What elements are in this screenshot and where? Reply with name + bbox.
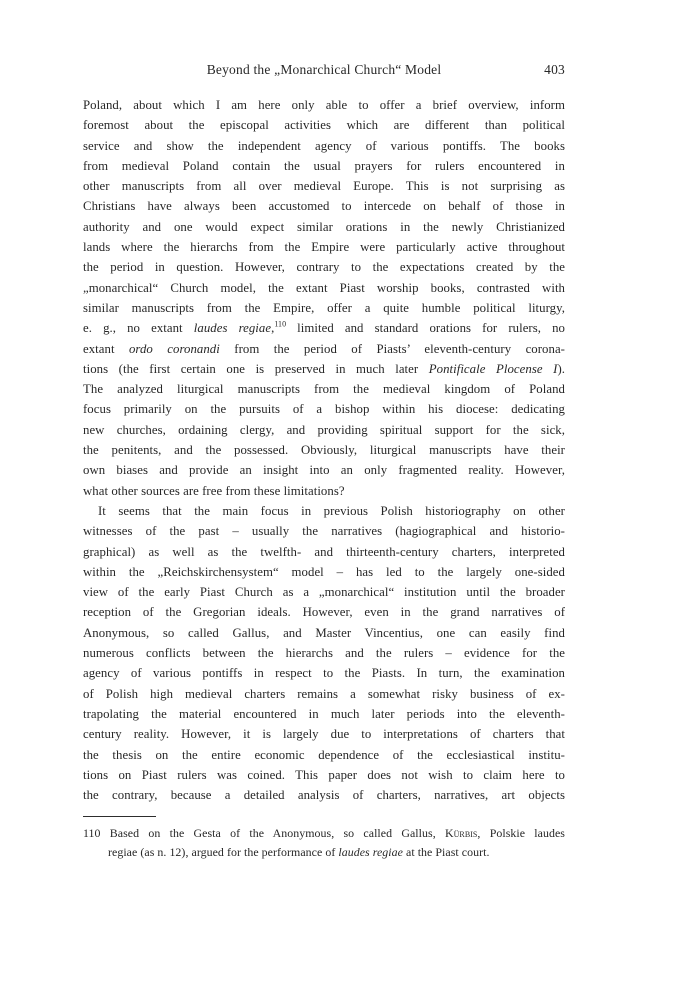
text-line: Christians have always been accustomed to intercede on behalf of those in xyxy=(83,199,565,214)
text-line: Anonymous, so called Gallus, and Master Vincentius, one can easily find xyxy=(83,625,565,640)
text-segment: 110 Based on the Gesta of the Anonymous, so called Gallus, xyxy=(83,826,445,840)
paragraph-1 xyxy=(83,95,565,501)
chapter-title: Beyond the „Monarchical Church“ Model xyxy=(206,62,442,77)
footnote-line xyxy=(83,843,565,862)
footnote-rule xyxy=(83,816,156,817)
text-line: witnesses of the past – usually the narratives (hagiographical and historio- xyxy=(83,524,565,539)
text-line: graphical) as well as the twelfth- and thirteenth-century charters, interpreted xyxy=(83,544,565,559)
text-line: century reality. However, it is largely due to interpretations of charters that xyxy=(83,727,565,742)
running-header xyxy=(83,61,565,79)
text-line: the period in question. However, contrary to the expectations created by the xyxy=(83,260,565,275)
text-line: of Polish high medieval charters remains a somewhat risky business of ex- xyxy=(83,686,565,701)
text-line: „monarchical“ Church model, the extant Piast worship books, contrasted with xyxy=(83,280,565,295)
text-line: within the „Reichskirchensystem“ model – has led to the largely one-sided xyxy=(83,564,565,579)
italic-text: laudes regiae xyxy=(338,845,403,859)
italic-text: ordo coronandi xyxy=(128,341,220,356)
text-line: view of the early Piast Church as a „monarchical“ institution until the broader xyxy=(83,585,565,600)
footnote-line xyxy=(83,824,565,843)
text-line: foremost about the episcopal activities which are different than political xyxy=(83,118,565,133)
text-line: The analyzed liturgical manuscripts from the medieval kingdom of Poland xyxy=(83,382,565,397)
text-line: the contrary, because a detailed analysis of charters, narratives, art objects xyxy=(83,788,565,803)
text-segment: at the Piast court. xyxy=(402,845,490,859)
text-line: agency of various pontiffs in respect to the Piasts. In turn, the examination xyxy=(83,666,565,681)
text-line: the thesis on the entire economic dependence of the ecclesiastical institu- xyxy=(83,747,565,762)
text-segment: regiae (as n. 12), argued for the performance of xyxy=(108,845,339,859)
text-segment: limited and standard orations for rulers, no xyxy=(286,321,565,336)
text-line: lands where the hierarchs from the Empire were particularly active throughout xyxy=(83,240,565,255)
text-line: numerous conflicts between the hierarchs and the rulers – evidence for the xyxy=(83,646,565,661)
text-line: focus primarily on the pursuits of a bishop within his diocese: dedicating xyxy=(83,402,565,417)
text-line: similar manuscripts from the Empire, offer a quite humble political liturgy, xyxy=(83,300,565,315)
text-line: tions on Piast rulers was coined. This paper does not wish to claim here to xyxy=(83,767,565,782)
text-segment: , xyxy=(271,321,275,336)
text-line: trapolating the material encountered in much later periods into the eleventh- xyxy=(83,706,565,721)
text-line: other manuscripts from all over medieval Europe. This is not surprising as xyxy=(83,179,565,194)
text-line: reception of the Gregorian ideals. However, even in the grand narratives of xyxy=(83,605,565,620)
text-line: the penitents, and the possessed. Obviously, liturgical manuscripts have their xyxy=(83,443,565,458)
italic-text: laudes regiae xyxy=(193,321,272,336)
text-line: new churches, ordaining clergy, and providing spiritual support for the sick, xyxy=(83,422,565,437)
text-segment: extant xyxy=(83,341,129,356)
text-line: what other sources are free from these limitations? xyxy=(83,483,345,498)
page-number: 403 xyxy=(544,62,565,77)
italic-text: Pontificale Plocense I xyxy=(428,361,558,376)
paragraph-2 xyxy=(83,501,565,805)
text-segment: from the period of Piasts’ eleventh-century corona- xyxy=(219,341,565,356)
text-line: It seems that the main focus in previous Polish historiography on other xyxy=(98,503,565,518)
text-line xyxy=(83,339,565,359)
text-line: own biases and provide an insight into an only fragmented reality. However, xyxy=(83,463,565,478)
text-segment: tions (the first certain one is preserved in much later xyxy=(83,361,429,376)
text-line: authority and one would expect similar orations in the newly Christianized xyxy=(83,219,565,234)
text-line xyxy=(83,318,565,338)
footnote-area xyxy=(83,816,565,862)
text-line: Poland, about which I am here only able to offer a brief overview, inform xyxy=(83,98,565,112)
footnote-marker: 110 xyxy=(274,320,287,329)
text-segment: e. g., no extant xyxy=(83,321,194,336)
body-text xyxy=(83,95,565,805)
smallcaps-text: Kürbis xyxy=(444,826,478,840)
text-segment: ). xyxy=(557,361,565,376)
text-line: from medieval Poland contain the usual prayers for rulers encountered in xyxy=(83,158,565,173)
text-line xyxy=(83,359,565,379)
text-segment: , Polskie laudes xyxy=(477,826,565,840)
text-line: service and show the independent agency of various pontiffs. The books xyxy=(83,138,565,153)
